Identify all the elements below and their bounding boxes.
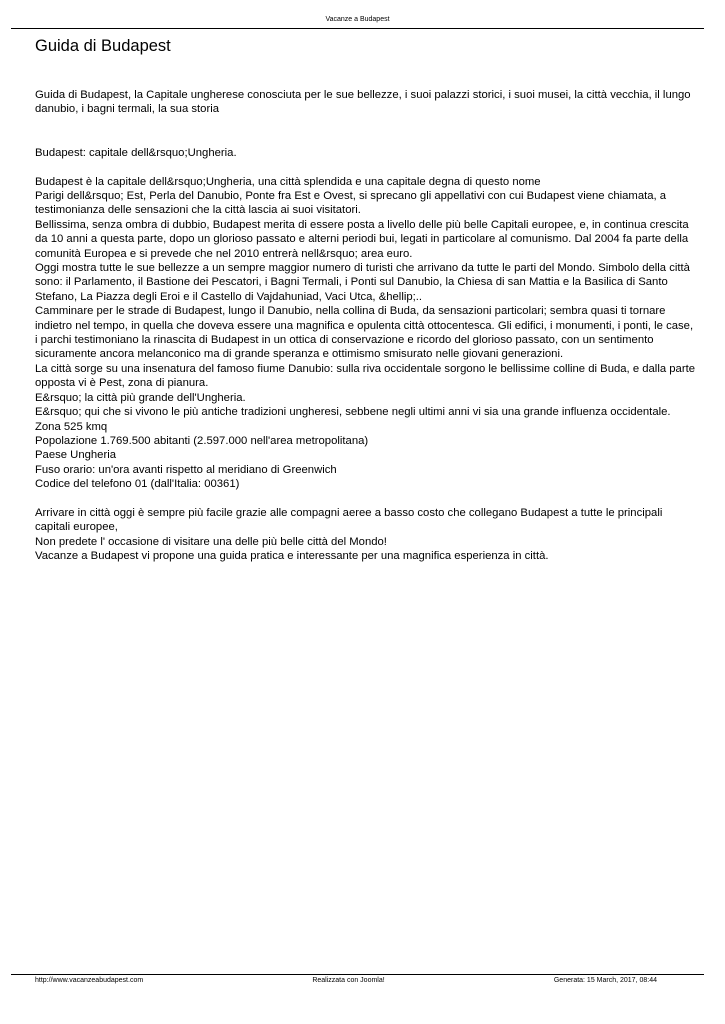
article-body bbox=[35, 88, 697, 564]
paragraph: E&rsquo; la città più grande dell'Ungheria. bbox=[35, 391, 246, 404]
closing-paragraph: Non predete l' occasione di visitare una delle più belle città del Mondo! bbox=[35, 535, 387, 548]
footer-divider bbox=[11, 974, 704, 975]
page-header: Vacanze a Budapest bbox=[325, 16, 390, 23]
paragraph: E&rsquo; qui che si vivono le più antiche tradizioni ungheresi, sebbene negli ultimi anni vi sia una grande influenza occidentale. bbox=[35, 406, 671, 419]
closing-paragraph: Arrivare in città oggi è sempre più facile grazie alle compagni aeree a basso costo che collegano Budapest a tutte le principali capitali europee, bbox=[35, 506, 663, 534]
paragraph: Oggi mostra tutte le sue bellezze a un sempre maggior numero di turisti che arrivano da tutte le parti del Mondo. Simbolo della città sono: il Parlamento, il Bastione dei Pescatori, i Bagni Termali, i Ponti sul Danubio, la Chiesa di san Mattia e la Basilica di Santo Stefano, La Piazza degli Eroi e il Castello di Vajdahuniad, Vaci Utca, &hellip;.. bbox=[35, 262, 690, 303]
fact-timezone: Fuso orario: un'ora avanti rispetto al meridiano di Greenwich bbox=[35, 463, 337, 476]
fact-phone-code: Codice del telefono 01 (dall'Italia: 00361) bbox=[35, 478, 240, 491]
footer-credit: Realizzata con Joomla! bbox=[312, 977, 385, 984]
closing-paragraph: Vacanze a Budapest vi propone una guida pratica e interessante per una magnifica esperienza in città. bbox=[35, 550, 549, 563]
article-subheading: Budapest: capitale dell&rsquo;Ungheria. bbox=[35, 146, 237, 159]
fact-population: Popolazione 1.769.500 abitanti (2.597.000 nell'area metropolitana) bbox=[35, 434, 369, 447]
paragraph: Budapest è la capitale dell&rsquo;Ungheria, una città splendida e una capitale degna di questo nome bbox=[35, 175, 541, 188]
page-footer bbox=[35, 976, 657, 986]
article-title: Guida di Budapest bbox=[35, 37, 171, 55]
footer-url-link[interactable]: http://www.vacanzeabudapest.com bbox=[35, 977, 144, 984]
paragraph: Bellissima, senza ombra di dubbio, Budapest merita di essere posta a livello delle più belle Capitali europee, e, in continua crescita da 10 anni a questa parte, dopo un glorioso passato e alterni periodi bui, legati in particolare al comunismo. Dal 2004 fa parte della comunità Europea e si prevede che nel 2010 entrerà nell&rsquo; area euro. bbox=[35, 218, 689, 260]
paragraph: Parigi dell&rsquo; Est, Perla del Danubio, Ponte fra Est e Ovest, si sprecano gli appellativi con cui Budapest viene chiamata, a testimonianza delle sensazioni che la città lascia ai suoi visitatori. bbox=[35, 190, 667, 217]
header-divider bbox=[11, 28, 704, 29]
paragraph: Camminare per le strade di Budapest, lungo il Danubio, nella collina di Buda, da sensazioni particolari; sembra quasi ti tornare indietro nel tempo, in quella che doveva essere una magnifica e opulenta città ottocentesca. Gli edifici, i monumenti, i ponti, le case, i parchi testimoniano la rinascita di Budapest in un ottica di conservazione e ricordo del glorioso passato, con un sentimento sicuramente ancora melanconico ma di grande speranza e ottimismo smisurato nelle giovani generazioni. bbox=[35, 305, 694, 361]
fact-area: Zona 525 kmq bbox=[35, 420, 108, 433]
paragraph: La città sorge su una insenatura del famoso fiume Danubio: sulla riva occidentale sorgono le bellissime colline di Buda, e dalla parte opposta vi è Pest, zona di pianura. bbox=[35, 362, 695, 390]
article-intro: Guida di Budapest, la Capitale ungherese conosciuta per le sue bellezze, i suoi palazzi storici, i suoi musei, la città vecchia, il lungo danubio, i bagni termali, la sua storia bbox=[35, 89, 691, 116]
footer-generated-date: Generata: 15 March, 2017, 08:44 bbox=[553, 977, 657, 984]
fact-country: Paese Ungheria bbox=[35, 449, 117, 462]
